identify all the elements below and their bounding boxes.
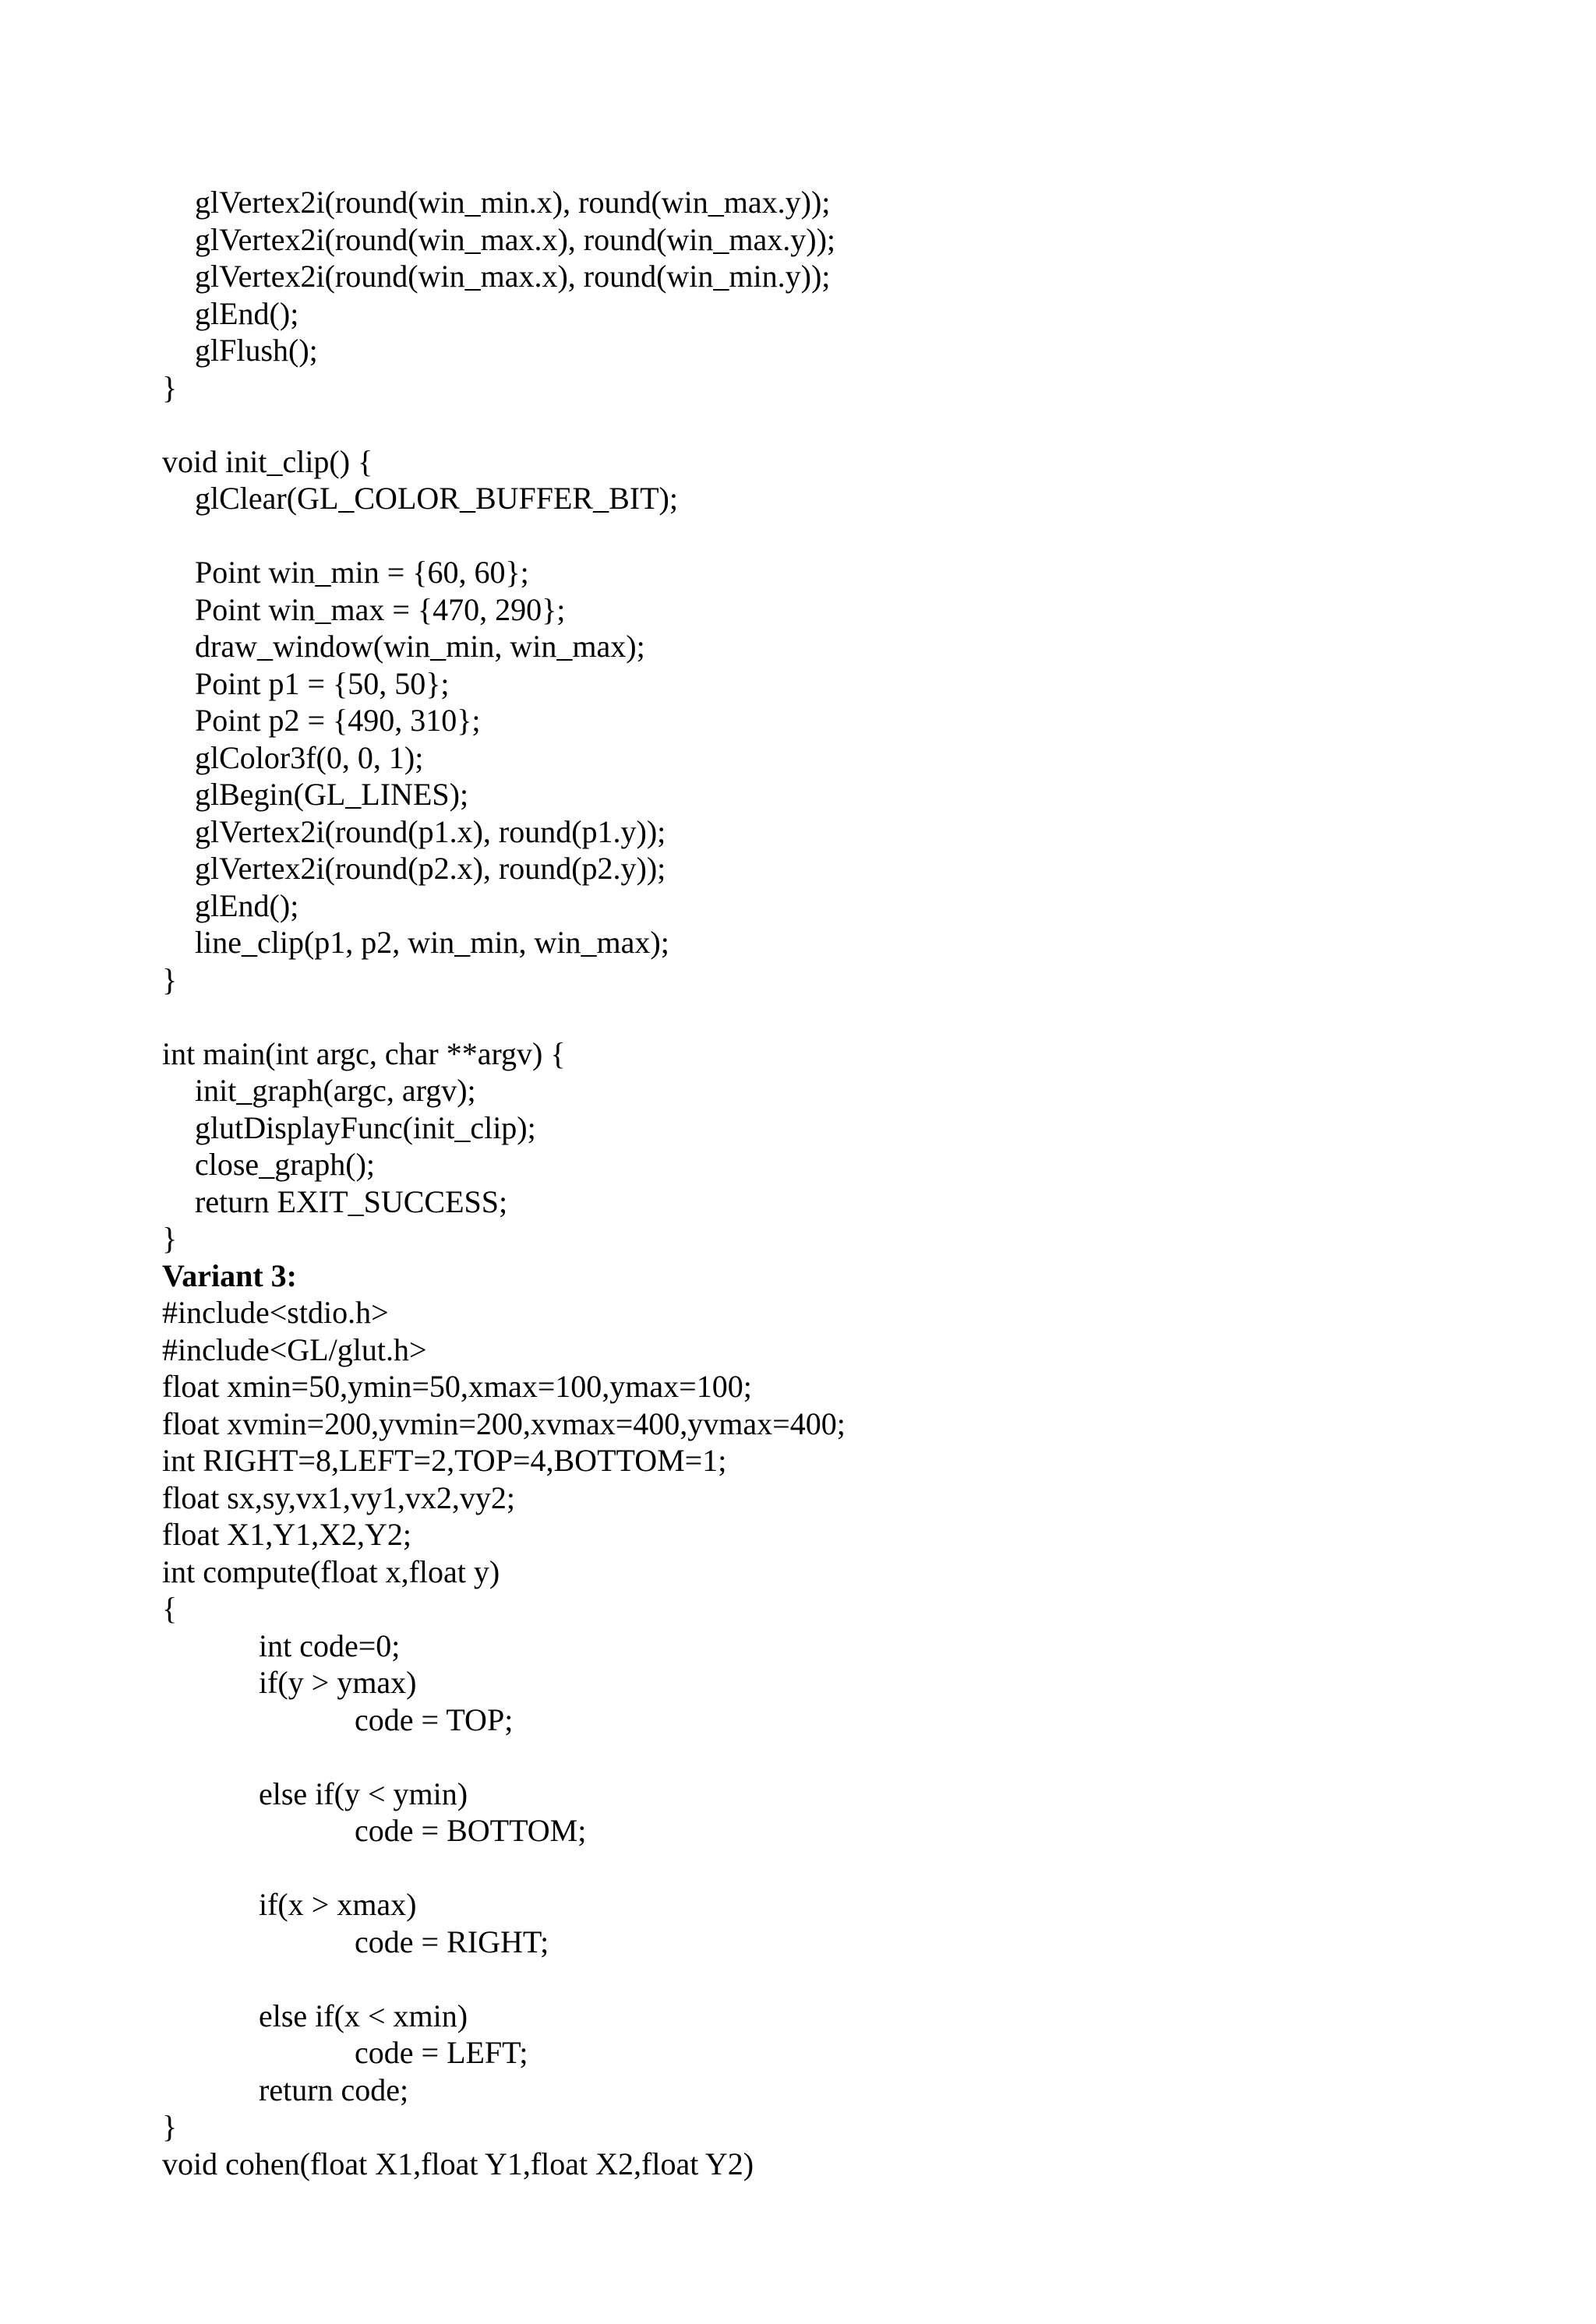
code-line: code = BOTTOM; (355, 1813, 587, 1848)
code-line: draw_window(win_min, win_max); (195, 629, 645, 664)
code-line: { (162, 1591, 178, 1626)
code-line: close_graph(); (195, 1147, 376, 1182)
code-line: glClear(GL_COLOR_BUFFER_BIT); (195, 481, 678, 516)
code-line: return code; (259, 2072, 409, 2107)
code-line: glFlush(); (195, 333, 318, 368)
code-line: int main(int argc, char **argv) { (162, 1035, 566, 1071)
code-line: } (162, 2109, 178, 2144)
code-line: glVertex2i(round(win_max.x), round(win_max.y)); (195, 221, 836, 257)
code-line: Point p2 = {490, 310}; (195, 703, 481, 738)
code-line: glBegin(GL_LINES); (195, 777, 469, 812)
code-line: glColor3f(0, 0, 1); (195, 739, 424, 775)
code-line: } (162, 961, 178, 997)
code-line: glVertex2i(round(p2.x), round(p2.y)); (195, 851, 666, 886)
code-line: float sx,sy,vx1,vy1,vx2,vy2; (162, 1479, 515, 1515)
code-line: glutDisplayFunc(init_clip); (195, 1109, 536, 1145)
code-line: float xmin=50,ymin=50,xmax=100,ymax=100; (162, 1369, 752, 1404)
code-line: code = RIGHT; (355, 1924, 549, 1959)
code-line: void init_clip() { (162, 443, 373, 479)
code-line: code = LEFT; (355, 2035, 528, 2070)
code-line: glVertex2i(round(win_min.x), round(win_max.y)); (195, 185, 831, 220)
code-line: return EXIT_SUCCESS; (195, 1183, 508, 1219)
blank-line (162, 517, 1487, 555)
code-line: Point p1 = {50, 50}; (195, 665, 450, 701)
code-line: #include<stdio.h> (162, 1295, 389, 1330)
blank-line (162, 1738, 1487, 1776)
code-line: code = TOP; (355, 1702, 514, 1737)
code-line: float X1,Y1,X2,Y2; (162, 1517, 411, 1552)
code-line: if(x > xmax) (259, 1887, 417, 1922)
code-line: #include<GL/glut.h> (162, 1331, 427, 1367)
blank-line (162, 1960, 1487, 1998)
code-line: } (162, 1221, 178, 1256)
blank-line (162, 998, 1487, 1035)
code-line: int RIGHT=8,LEFT=2,TOP=4,BOTTOM=1; (162, 1443, 727, 1478)
code-line: float xvmin=200,yvmin=200,xvmax=400,yvmax=400; (162, 1405, 846, 1441)
code-line: void cohen(float X1,float Y1,float X2,float Y2) (162, 2146, 754, 2181)
code-line: else if(x < xmin) (259, 1998, 468, 2033)
code-line: init_graph(argc, argv); (195, 1073, 476, 1108)
code-line: else if(y < ymin) (259, 1776, 468, 1811)
section-heading: Variant 3: (162, 1257, 297, 1293)
code-listing (162, 184, 1487, 2182)
code-line: } (162, 369, 178, 405)
code-line: int compute(float x,float y) (162, 1553, 500, 1589)
code-line: int code=0; (259, 1628, 401, 1663)
code-line: Point win_max = {470, 290}; (195, 591, 566, 627)
code-line: glVertex2i(round(p1.x), round(p1.y)); (195, 813, 666, 849)
code-line: glEnd(); (195, 887, 299, 923)
blank-line (162, 406, 1487, 443)
code-line: if(y > ymax) (259, 1665, 417, 1700)
code-line: Point win_min = {60, 60}; (195, 555, 529, 590)
code-line: glEnd(); (195, 295, 299, 331)
code-line: glVertex2i(round(win_max.x), round(win_min.y)); (195, 259, 831, 294)
blank-line (162, 1850, 1487, 1887)
code-line: line_clip(p1, p2, win_min, win_max); (195, 925, 669, 960)
